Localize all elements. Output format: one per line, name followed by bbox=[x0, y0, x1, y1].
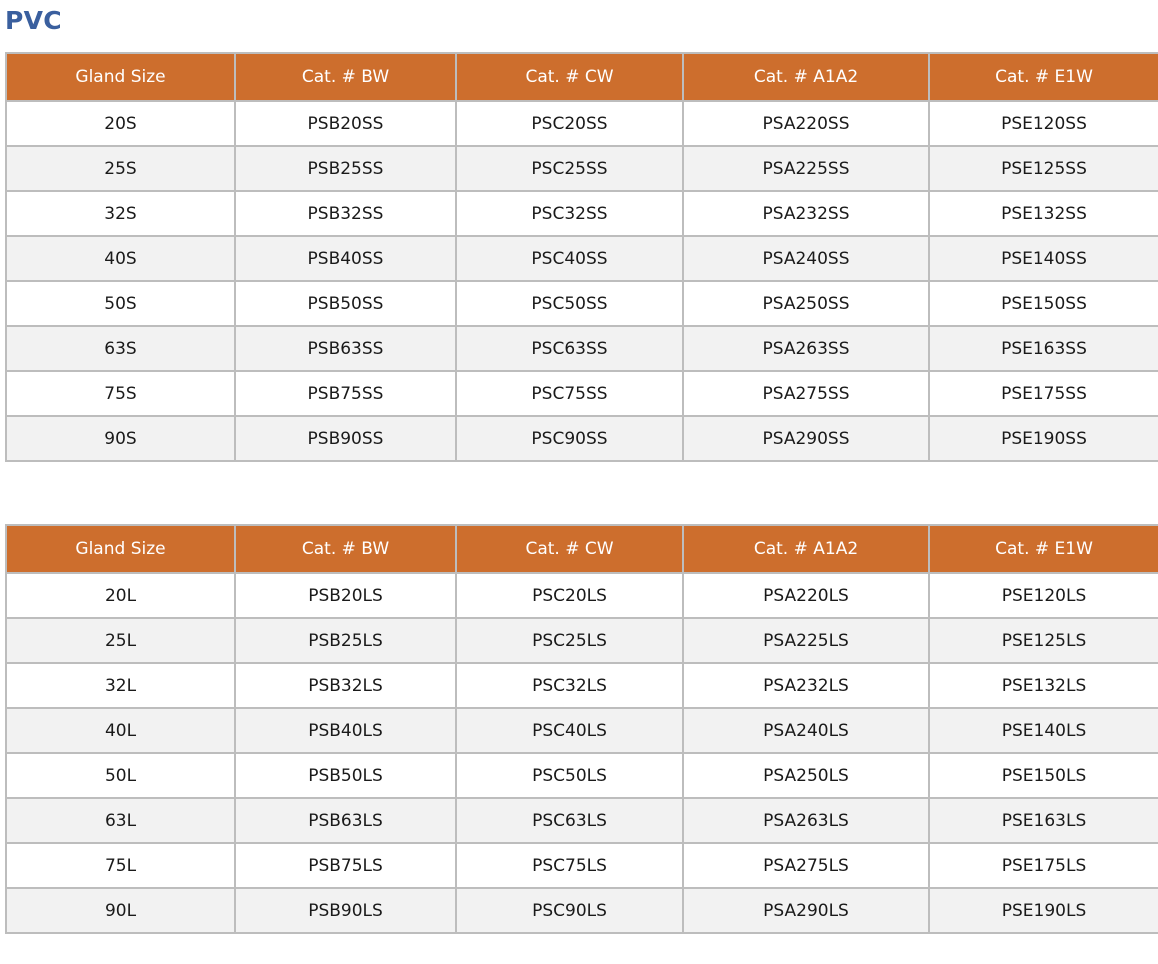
cat-e1w-cell: PSE132LS bbox=[929, 663, 1158, 708]
table-row bbox=[6, 146, 1158, 191]
gland-size-cell: 50L bbox=[6, 753, 235, 798]
gland-size-cell: 25S bbox=[6, 146, 235, 191]
header-cat-e1w: Cat. # E1W bbox=[929, 53, 1158, 101]
gland-size-cell: 20L bbox=[6, 573, 235, 618]
cat-a1a2-cell: PSA290LS bbox=[683, 888, 929, 933]
header-gland-size: Gland Size bbox=[6, 525, 235, 573]
long-gland-table bbox=[5, 524, 1158, 934]
cat-a1a2-cell: PSA250SS bbox=[683, 281, 929, 326]
cat-bw-cell: PSB63SS bbox=[235, 326, 456, 371]
header-cat-bw: Cat. # BW bbox=[235, 53, 456, 101]
gland-size-cell: 50S bbox=[6, 281, 235, 326]
table-row bbox=[6, 573, 1158, 618]
cat-e1w-cell: PSE175SS bbox=[929, 371, 1158, 416]
cat-cw-cell: PSC20SS bbox=[456, 101, 683, 146]
table-row bbox=[6, 191, 1158, 236]
cat-a1a2-cell: PSA220LS bbox=[683, 573, 929, 618]
table-row bbox=[6, 416, 1158, 461]
cat-e1w-cell: PSE175LS bbox=[929, 843, 1158, 888]
gland-size-cell: 32S bbox=[6, 191, 235, 236]
gland-size-cell: 40S bbox=[6, 236, 235, 281]
cat-a1a2-cell: PSA232SS bbox=[683, 191, 929, 236]
cat-bw-cell: PSB50LS bbox=[235, 753, 456, 798]
cat-cw-cell: PSC63SS bbox=[456, 326, 683, 371]
header-cat-bw: Cat. # BW bbox=[235, 525, 456, 573]
gland-size-cell: 90L bbox=[6, 888, 235, 933]
table-row bbox=[6, 663, 1158, 708]
cat-a1a2-cell: PSA240LS bbox=[683, 708, 929, 753]
gland-size-cell: 20S bbox=[6, 101, 235, 146]
header-cat-a1a2: Cat. # A1A2 bbox=[683, 53, 929, 101]
cat-a1a2-cell: PSA263LS bbox=[683, 798, 929, 843]
gland-size-cell: 63S bbox=[6, 326, 235, 371]
cat-e1w-cell: PSE150SS bbox=[929, 281, 1158, 326]
standard-gland-table bbox=[5, 52, 1158, 462]
cat-e1w-cell: PSE163SS bbox=[929, 326, 1158, 371]
cat-cw-cell: PSC50LS bbox=[456, 753, 683, 798]
table-row bbox=[6, 753, 1158, 798]
cat-bw-cell: PSB25SS bbox=[235, 146, 456, 191]
table-row bbox=[6, 708, 1158, 753]
header-cat-e1w: Cat. # E1W bbox=[929, 525, 1158, 573]
header-gland-size: Gland Size bbox=[6, 53, 235, 101]
cat-bw-cell: PSB90SS bbox=[235, 416, 456, 461]
cat-e1w-cell: PSE125LS bbox=[929, 618, 1158, 663]
cat-bw-cell: PSB32SS bbox=[235, 191, 456, 236]
cat-a1a2-cell: PSA275LS bbox=[683, 843, 929, 888]
cat-a1a2-cell: PSA225LS bbox=[683, 618, 929, 663]
table-row bbox=[6, 618, 1158, 663]
gland-size-cell: 40L bbox=[6, 708, 235, 753]
cat-cw-cell: PSC75SS bbox=[456, 371, 683, 416]
gland-size-cell: 63L bbox=[6, 798, 235, 843]
cat-cw-cell: PSC63LS bbox=[456, 798, 683, 843]
cat-cw-cell: PSC40LS bbox=[456, 708, 683, 753]
cat-e1w-cell: PSE120SS bbox=[929, 101, 1158, 146]
table-row bbox=[6, 798, 1158, 843]
cat-bw-cell: PSB90LS bbox=[235, 888, 456, 933]
cat-bw-cell: PSB40LS bbox=[235, 708, 456, 753]
header-cat-cw: Cat. # CW bbox=[456, 53, 683, 101]
table-header-row bbox=[6, 525, 1158, 573]
cat-cw-cell: PSC32LS bbox=[456, 663, 683, 708]
gland-size-cell: 25L bbox=[6, 618, 235, 663]
header-cat-cw: Cat. # CW bbox=[456, 525, 683, 573]
cat-bw-cell: PSB75LS bbox=[235, 843, 456, 888]
gland-size-cell: 75S bbox=[6, 371, 235, 416]
header-cat-a1a2: Cat. # A1A2 bbox=[683, 525, 929, 573]
table-row bbox=[6, 236, 1158, 281]
cat-cw-cell: PSC50SS bbox=[456, 281, 683, 326]
cat-e1w-cell: PSE132SS bbox=[929, 191, 1158, 236]
cat-bw-cell: PSB25LS bbox=[235, 618, 456, 663]
gland-size-cell: 75L bbox=[6, 843, 235, 888]
page-title: PVC bbox=[5, 6, 62, 35]
cat-cw-cell: PSC25SS bbox=[456, 146, 683, 191]
cat-bw-cell: PSB75SS bbox=[235, 371, 456, 416]
table-row bbox=[6, 371, 1158, 416]
cat-bw-cell: PSB50SS bbox=[235, 281, 456, 326]
cat-a1a2-cell: PSA240SS bbox=[683, 236, 929, 281]
cat-a1a2-cell: PSA232LS bbox=[683, 663, 929, 708]
cat-cw-cell: PSC20LS bbox=[456, 573, 683, 618]
table-row bbox=[6, 888, 1158, 933]
cat-cw-cell: PSC75LS bbox=[456, 843, 683, 888]
cat-e1w-cell: PSE163LS bbox=[929, 798, 1158, 843]
cat-bw-cell: PSB63LS bbox=[235, 798, 456, 843]
cat-a1a2-cell: PSA250LS bbox=[683, 753, 929, 798]
table-row bbox=[6, 843, 1158, 888]
cat-bw-cell: PSB32LS bbox=[235, 663, 456, 708]
cat-bw-cell: PSB20SS bbox=[235, 101, 456, 146]
cat-e1w-cell: PSE190LS bbox=[929, 888, 1158, 933]
table-row bbox=[6, 326, 1158, 371]
table-row bbox=[6, 101, 1158, 146]
cat-cw-cell: PSC90SS bbox=[456, 416, 683, 461]
cat-a1a2-cell: PSA290SS bbox=[683, 416, 929, 461]
gland-size-cell: 90S bbox=[6, 416, 235, 461]
cat-e1w-cell: PSE140LS bbox=[929, 708, 1158, 753]
cat-e1w-cell: PSE125SS bbox=[929, 146, 1158, 191]
cat-a1a2-cell: PSA225SS bbox=[683, 146, 929, 191]
cat-a1a2-cell: PSA263SS bbox=[683, 326, 929, 371]
table-row bbox=[6, 281, 1158, 326]
gland-size-cell: 32L bbox=[6, 663, 235, 708]
cat-cw-cell: PSC25LS bbox=[456, 618, 683, 663]
cat-a1a2-cell: PSA275SS bbox=[683, 371, 929, 416]
cat-cw-cell: PSC40SS bbox=[456, 236, 683, 281]
cat-e1w-cell: PSE140SS bbox=[929, 236, 1158, 281]
cat-bw-cell: PSB20LS bbox=[235, 573, 456, 618]
cat-cw-cell: PSC90LS bbox=[456, 888, 683, 933]
cat-e1w-cell: PSE150LS bbox=[929, 753, 1158, 798]
table-header-row bbox=[6, 53, 1158, 101]
cat-e1w-cell: PSE120LS bbox=[929, 573, 1158, 618]
cat-a1a2-cell: PSA220SS bbox=[683, 101, 929, 146]
cat-e1w-cell: PSE190SS bbox=[929, 416, 1158, 461]
cat-cw-cell: PSC32SS bbox=[456, 191, 683, 236]
cat-bw-cell: PSB40SS bbox=[235, 236, 456, 281]
